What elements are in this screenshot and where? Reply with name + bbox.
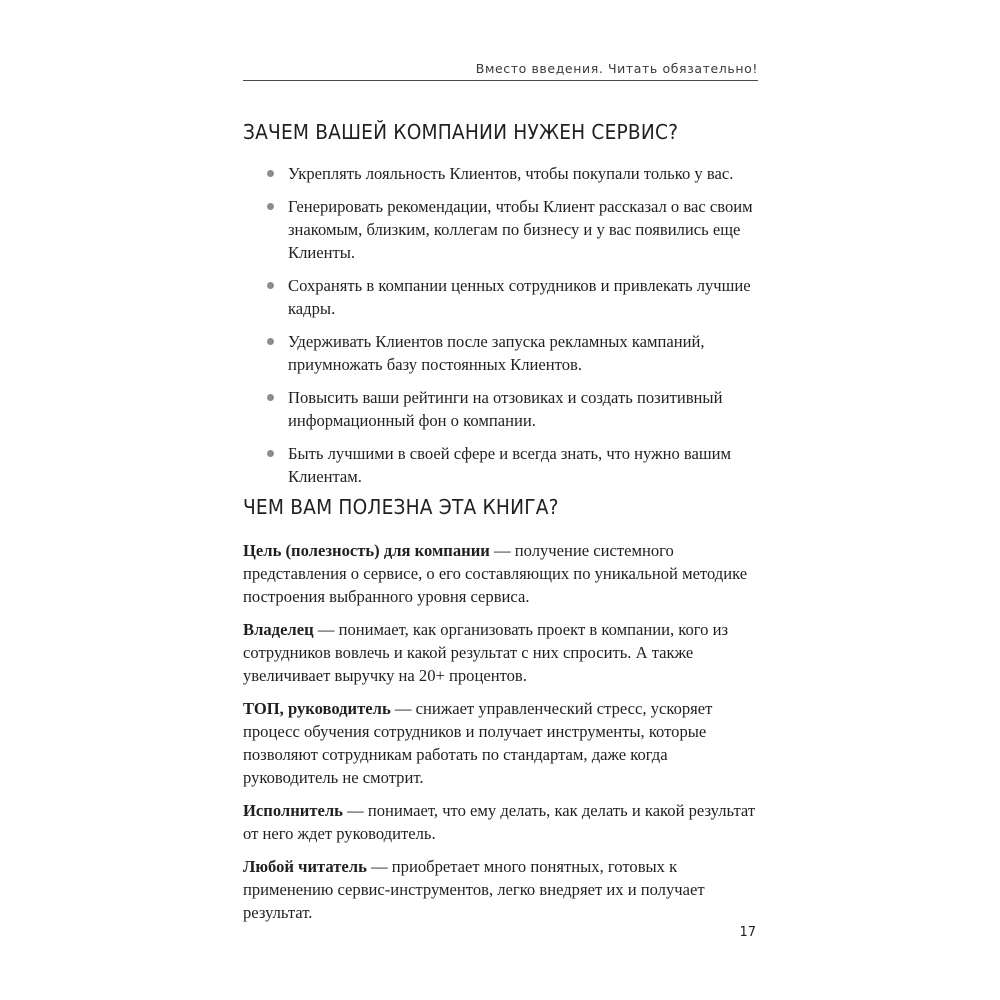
- paragraph-term: ТОП, руководитель: [243, 699, 391, 718]
- header-rule: [243, 80, 758, 81]
- paragraph-text: — получение системного представления о сервисе, о его составляющих по уникальной методике построения выбранного уровня сервиса.: [243, 541, 748, 606]
- bullet-icon: [267, 282, 274, 289]
- section-heading-book-benefits: ЧЕМ ВАМ ПОЛЕЗНА ЭТА КНИГА?: [243, 495, 559, 519]
- list-item-text: Сохранять в компании ценных сотрудников и привлекать лучшие кадры.: [288, 276, 751, 318]
- list-item-text: Укреплять лояльность Клиентов, чтобы покупали только у вас.: [288, 164, 734, 183]
- paragraph-text: — понимает, что ему делать, как делать и какой результат от него ждет руководитель.: [243, 801, 756, 843]
- paragraph-text: — приобретает много понятных, готовых к применению сервис-инструментов, легко внедряет их и получает результат.: [243, 857, 705, 922]
- bullet-icon: [267, 203, 274, 210]
- paragraph-top-manager: [243, 697, 758, 789]
- paragraph-term: Цель (полезность) для компании: [243, 541, 490, 560]
- list-item: [243, 386, 758, 432]
- paragraph-text: — снижает управленческий стресс, ускоряет процесс обучения сотрудников и получает инструменты, которые позволяют сотрудникам работать по стандартам, даже когда руководитель не смотрит.: [243, 699, 713, 787]
- paragraph-term: Любой читатель: [243, 857, 367, 876]
- section-heading-why-service: ЗАЧЕМ ВАШЕЙ КОМПАНИИ НУЖЕН СЕРВИС?: [243, 120, 679, 144]
- list-item-text: Повысить ваши рейтинги на отзовиках и создать позитивный информационный фон о компании.: [288, 388, 723, 430]
- paragraph-text: — понимает, как организовать проект в компании, кого из сотрудников вовлечь и какой результат с них спросить. А также увеличивает выручку на 20+ процентов.: [243, 620, 729, 685]
- paragraph-term: Владелец: [243, 620, 314, 639]
- bullet-icon: [267, 450, 274, 457]
- page-number: 17: [739, 925, 756, 940]
- list-item: [243, 274, 758, 320]
- audience-paragraphs: [243, 539, 758, 934]
- paragraph-owner: [243, 618, 758, 687]
- paragraph-term: Исполнитель: [243, 801, 343, 820]
- list-item: [243, 195, 758, 264]
- list-item: [243, 330, 758, 376]
- bullet-icon: [267, 170, 274, 177]
- benefits-list: [243, 162, 758, 498]
- list-item-text: Быть лучшими в своей сфере и всегда знать, что нужно вашим Клиентам.: [288, 444, 732, 486]
- list-item-text: Удерживать Клиентов после запуска рекламных кампаний, приумножать базу постоянных Клиентов.: [288, 332, 705, 374]
- paragraph-executor: [243, 799, 758, 845]
- paragraph-any-reader: [243, 855, 758, 924]
- bullet-icon: [267, 338, 274, 345]
- paragraph-company-goal: [243, 539, 758, 608]
- list-item: [243, 162, 758, 185]
- list-item-text: Генерировать рекомендации, чтобы Клиент рассказал о вас своим знакомым, близким, коллегам по бизнесу и у вас появились еще Клиенты.: [288, 197, 753, 262]
- book-page: [243, 0, 758, 1000]
- bullet-icon: [267, 394, 274, 401]
- running-head: Вместо введения. Читать обязательно!: [475, 61, 758, 76]
- list-item: [243, 442, 758, 488]
